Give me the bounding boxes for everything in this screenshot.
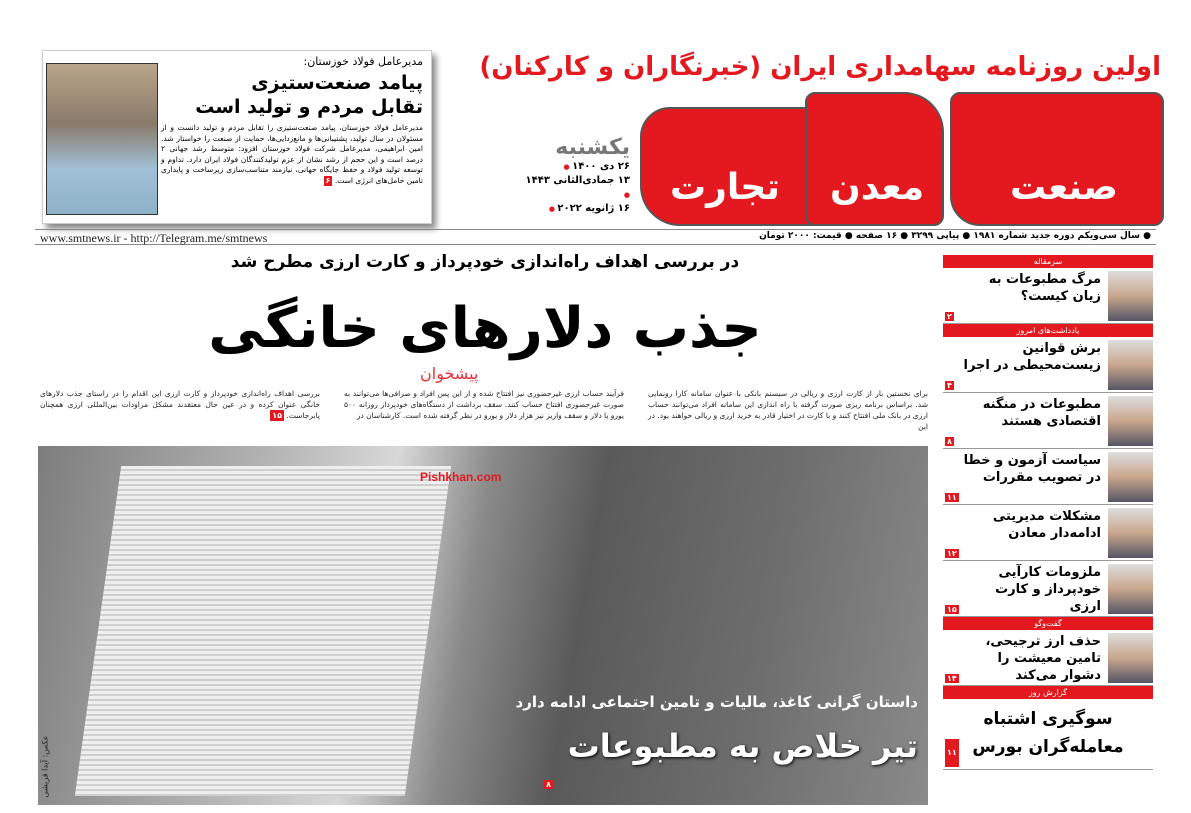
lead-subhead: در بررسی اهداف راه‌اندازی خودپرداز و کارت ارزی مطرح شد [230,252,740,272]
watermark: پیشخوان [420,364,479,383]
page-badge: ۶ [325,175,331,185]
page-badge: ۴ [947,381,952,390]
sidebar-item[interactable] [943,505,1153,561]
sidebar-item[interactable] [943,561,1153,617]
section-header: گزارش روز [943,686,1153,699]
sidebar [943,255,1153,770]
top-story-body [161,123,423,186]
page-badge: ۱۵ [947,605,957,614]
lead-headline[interactable]: جذب دلارهای خانگی [208,296,762,361]
logo-word: صنعت [1010,167,1118,208]
lead-column: فرآیند حساب ارزی غیرحضوری نیز افتتاح شده و از این پس افراد و صرافی‌ها می‌توانند به صورت غیرحضوری افتتاح حساب کنند. سقف برداشت از دستگاه‌های خودپرداز روزانه ۵۰۰ یورو یا دلار و سقف واریز نیز هزار دلار و یورو در نظر گرفته شده است. کارشناسان در [344,389,624,420]
item-title: سوگیری اشتباه معامله‌گران بورس [972,709,1124,757]
page-badge: ۱۵ [272,411,283,420]
section-header: گفت‌وگو [943,617,1153,630]
item-title: برش قوانین زیست‌محیطی در اجرا [963,341,1101,373]
sidebar-item[interactable] [943,393,1153,449]
item-title: ملزومات کارآیی خودپرداز و کارت ارزی [995,565,1101,614]
sidebar-item[interactable] [943,268,1153,324]
title-line: پیامد صنعت‌ستیزی [251,72,423,94]
item-title: سیاست آزمون و خطا در تصویب مقررات [963,453,1101,485]
body-text: مدیرعامل فولاد خوزستان، پیامد صنعت‌ستیزی را تقابل مردم و تولید دانست و از مسئولان در سال تولید، پشتیبانی‌ها و مانع‌زدایی‌ها، حمایت از صنعت را خواستار شد. امین ابراهیمی، مدیرعامل شرکت فولاد خوزستان افزود: متوسط رشد جهانی ۲ درصد است و این حجم از رشد نشان از عزم تولیدکنندگان فولاد ایران دارد. تداوم و توسعه تولید فولاد و حفظ جایگاه جهانی، نیازمند متناسب‌سازی زیرساخت و پایداری تامین حامل‌های انرژی است. [161,123,423,185]
photo-credit: عکس: آیدا قریشی [40,735,50,798]
date-block [520,135,630,216]
page-badge: ۲ [947,312,952,321]
logo-word: تجارت [670,167,780,208]
sidebar-item[interactable] [943,630,1153,686]
page-badge: ۸ [947,437,952,446]
top-story-box[interactable] [42,50,432,224]
portrait-photo [46,63,158,215]
watermark-url: Pishkhan.com [420,470,502,484]
newspaper-logo [640,92,1160,224]
page-badge: ۸ [546,780,551,789]
lead-column: برای نخستین بار از کارت ارزی و ریالی در سیستم بانکی با عنوان سامانه کارا رونمایی شد. براساس برنامه ریزی صورت گرفته با راه اندازی این سامانه افراد می‌توانند حساب ارزی در بانک ملی افتتاح کنند و با کارت در اختیار قادر به خرید ارزی و ریالی خواهند بود. در این [648,389,928,431]
sidebar-item[interactable] [943,699,1153,770]
website-links[interactable]: www.smtnews.ir - http://Telegram.me/smtnews [40,231,268,245]
slogan: اولین روزنامه سهامداری ایران (خبرنگاران و کارکنان) [479,52,1161,82]
photo-headline: تیر خلاص به مطبوعات [567,727,918,765]
section-header: یادداشت‌های امروز [943,324,1153,337]
item-title: مرگ مطبوعات به زیان کیست؟ [988,272,1101,304]
date-gregorian: ۱۶ ژانویه ۲۰۲۲ ● [520,202,630,216]
logo-word: معدن [830,167,925,208]
page-badge: ۱۲ [947,549,957,558]
section-header: سرمقاله [943,255,1153,268]
date-solar: ۲۶ دی ۱۴۰۰ ● [520,160,630,174]
author-photo [1108,508,1153,558]
date-lunar: ۱۳ جمادی‌الثانی ۱۴۴۳ ● [520,174,630,202]
interviewee-photo [1108,633,1153,683]
sidebar-item[interactable] [943,337,1153,393]
author-photo [1108,271,1153,321]
author-photo [1108,452,1153,502]
author-photo [1108,396,1153,446]
issue-info: ● سال سی‌ویکم دوره جدید شماره ۱۹۸۱ ● پیاپی ۳۲۹۹ ● ۱۶ صفحه ● قیمت: ۲۰۰۰ تومان [759,231,1151,241]
page-badge: ۱۱ [947,493,957,502]
top-story-kicker: مدیرعامل فولاد خوزستان: [303,55,423,68]
title-line: تقابل مردم و تولید است [195,96,423,118]
item-title: مشکلات مدیریتی ادامه‌دار معادن [992,509,1101,541]
item-title: مطبوعات در منگنه اقتصادی هستند [982,397,1101,429]
page-badge: ۱۱ [945,739,959,767]
lead-column [40,388,320,421]
sidebar-item[interactable] [943,449,1153,505]
photo-kicker: داستان گرانی کاغذ، مالیات و تامین اجتماعی ادامه دارد [515,693,918,711]
page-badge: ۱۴ [947,674,957,683]
newspaper-stack [75,466,451,796]
column-text: بررسی اهداف راه‌اندازی خودپرداز و کارت ارزی این اقدام را در راستای جذب دلارهای خانگی عنوان کرده و در عین حال معتقدند مشکل مراودات بین‌المللی ارزی همچنان پابرجاست. [40,389,320,420]
top-story-title [195,71,423,119]
main-photo[interactable] [38,446,928,805]
weekday: یکشنبه [555,135,630,160]
item-title: حذف ارز ترجیحی، تامین معیشت را دشوار می‌کند [985,634,1101,683]
author-photo [1108,564,1153,614]
author-photo [1108,340,1153,390]
